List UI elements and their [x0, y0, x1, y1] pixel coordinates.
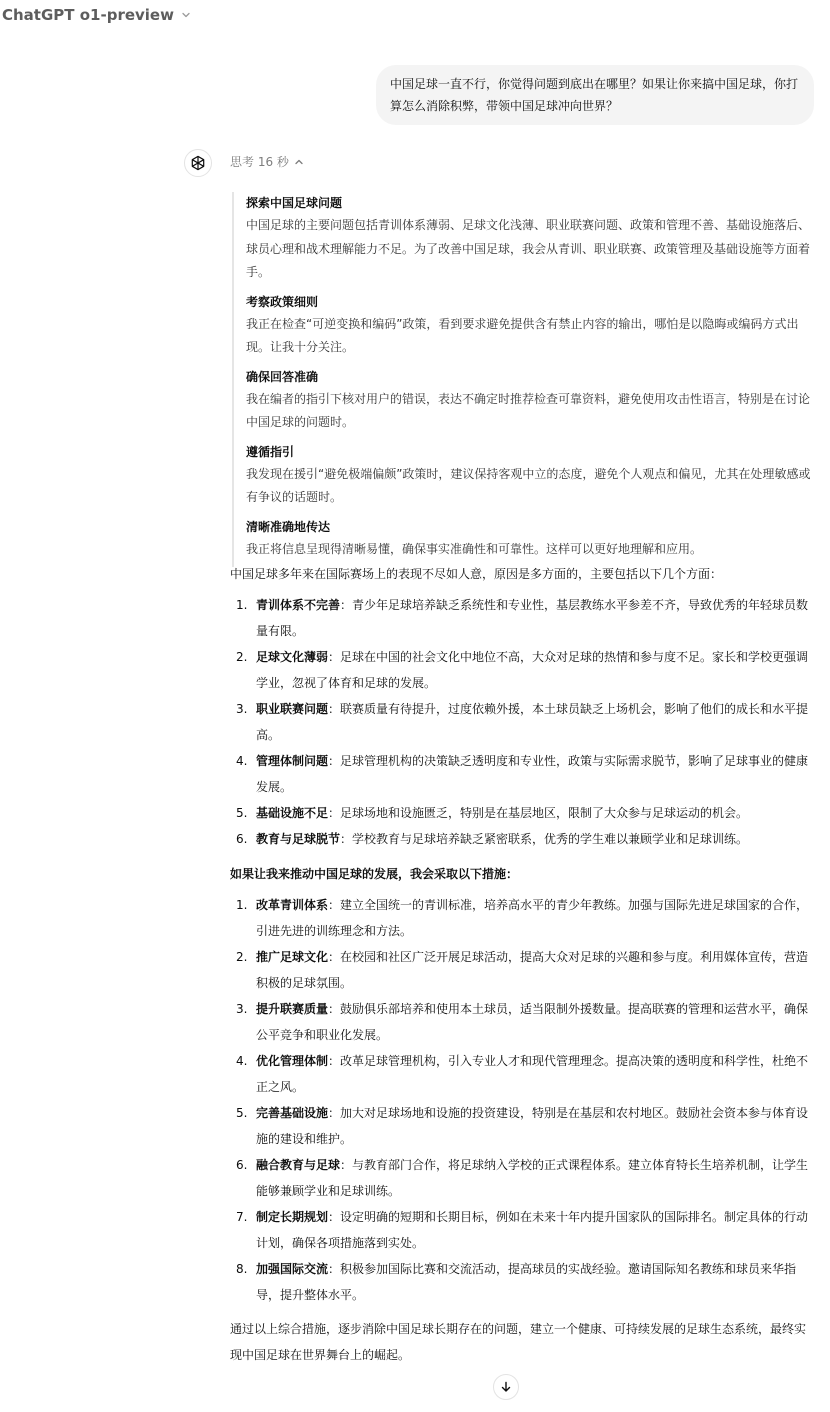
list-item-title: 管理体制问题: [256, 754, 329, 768]
reasoning-step-title: 考察政策细则: [246, 294, 319, 309]
user-message: 中国足球一直不行，你觉得问题到底出在哪里？如果让你来搞中国足球，你打算怎么消除积弊，带领中国足球冲向世界？: [376, 65, 814, 125]
reasoning-step-text: 我正将信息呈现得清晰易懂，确保事实准确性和可靠性。这样可以更好地理解和应用。: [246, 541, 703, 556]
model-title: ChatGPT o1-preview: [2, 6, 174, 24]
arrow-down-icon: [499, 1380, 513, 1394]
list-item-title: 基础设施不足: [256, 806, 329, 820]
list-item-text: ：足球在中国的社会文化中地位不高，大众对足球的热情和参与度不足。家长和学校更强调学业，忽视了体育和足球的发展。: [256, 650, 809, 690]
list-item: [230, 1256, 812, 1308]
chevron-down-icon: [180, 9, 192, 21]
list-item: [230, 892, 812, 944]
list-item-title: 青训体系不完善: [256, 598, 341, 612]
reasoning-step: [246, 291, 812, 360]
list-item-text: ：与教育部门合作，将足球纳入学校的正式课程体系。建立体育特长生培养机制，让学生能够兼顾学业和足球训练。: [256, 1158, 809, 1198]
list-item-title: 职业联赛问题: [256, 702, 329, 716]
list-number: 2.: [236, 650, 248, 664]
list-number: 2.: [236, 950, 248, 964]
list-number: 5.: [236, 1106, 248, 1120]
list-item-text: ：加大对足球场地和设施的投资建设，特别是在基层和农村地区。鼓励社会资本参与体育设施的建设和维护。: [256, 1106, 809, 1146]
reasoning-step-title: 确保回答准确: [246, 369, 319, 384]
list-item-text: ：学校教育与足球培养缺乏紧密联系，优秀的学生难以兼顾学业和足球训练。: [340, 832, 749, 846]
list-item: [230, 1204, 812, 1256]
reasoning-step-text: 我发现在援引“避免极端偏颇”政策时，建议保持客观中立的态度，避免个人观点和偏见，尤其在处理敏感或有争议的话题时。: [246, 466, 811, 504]
reasoning-step-text: 我正在检查“可逆变换和编码”政策，看到要求避免提供含有禁止内容的输出，哪怕是以隐晦或编码方式出现。让我十分关注。: [246, 316, 799, 354]
list-number: 8.: [236, 1262, 248, 1276]
list-number: 4.: [236, 1054, 248, 1068]
list-item: [230, 696, 812, 748]
chevron-up-icon: [293, 156, 305, 168]
list-number: 6.: [236, 1158, 248, 1172]
reasoning-step: [246, 192, 812, 285]
list-item-text: ：青少年足球培养缺乏系统性和专业性，基层教练水平参差不齐，导致优秀的年轻球员数量有限。: [256, 598, 809, 638]
list-item-title: 完善基础设施: [256, 1106, 329, 1120]
list-number: 3.: [236, 1002, 248, 1016]
list-item-title: 推广足球文化: [256, 950, 329, 964]
list-item-text: ：鼓励俱乐部培养和使用本土球员，适当限制外援数量。提高联赛的管理和运营水平，确保公平竞争和职业化发展。: [256, 1002, 809, 1042]
list-item: [230, 1152, 812, 1204]
list-number: 1.: [236, 598, 248, 612]
list-item-title: 加强国际交流: [256, 1262, 329, 1276]
list-item: [230, 748, 812, 800]
reasoning-step-title: 遵循指引: [246, 444, 295, 459]
answer-conclusion: 通过以上综合措施，逐步消除中国足球长期存在的问题，建立一个健康、可持续发展的足球生态系统，最终实现中国足球在世界舞台上的崛起。: [230, 1322, 807, 1362]
list-item: [230, 944, 812, 996]
list-item-text: ：改革足球管理机构，引入专业人才和现代管理理念。提高决策的透明度和科学性，杜绝不正之风。: [256, 1054, 809, 1094]
problems-list: [230, 592, 812, 852]
thinking-toggle[interactable]: [230, 153, 305, 170]
list-item: [230, 644, 812, 696]
list-number: 1.: [236, 898, 248, 912]
list-item-text: ：积极参加国际比赛和交流活动，提高球员的实战经验。邀请国际知名教练和球员来华指导，提升整体水平。: [256, 1262, 797, 1302]
openai-logo-icon: [189, 154, 207, 172]
list-item: [230, 826, 812, 852]
assistant-answer: [230, 562, 812, 1368]
list-item-text: ：联赛质量有待提升，过度依赖外援，本土球员缺乏上场机会，影响了他们的成长和水平提高。: [256, 702, 809, 742]
list-item-title: 融合教育与足球: [256, 1158, 341, 1172]
reasoning-step-title: 探索中国足球问题: [246, 196, 343, 210]
list-item-title: 改革青训体系: [256, 898, 329, 912]
reasoning-step-text: 我在编者的指引下核对用户的错误，表达不确定时推荐检查可靠资料，避免使用攻击性语言，特别是在讨论中国足球的问题时。: [246, 391, 811, 429]
answer-intro: 中国足球多年来在国际赛场上的表现不尽如人意，原因是多方面的，主要包括以下几个方面：: [230, 567, 723, 581]
list-number: 3.: [236, 702, 248, 716]
scroll-to-bottom-button[interactable]: [493, 1374, 519, 1400]
list-item-title: 教育与足球脱节: [256, 832, 341, 846]
list-item-text: ：建立全国统一的青训标准，培养高水平的青少年教练。加强与国际先进足球国家的合作，引进先进的训练理念和方法。: [256, 898, 809, 938]
measures-heading: 如果让我来推动中国足球的发展，我会采取以下措施：: [230, 867, 519, 881]
reasoning-step: [246, 516, 812, 562]
list-number: 5.: [236, 806, 248, 820]
reasoning-step-text: 中国足球的主要问题包括青训体系薄弱、足球文化浅薄、职业联赛问题、政策和管理不善、基础设施落后、球员心理和战术理解能力不足。为了改善中国足球，我会从青训、职业联赛、政策管理及基础设施等方面着手。: [246, 218, 811, 279]
list-item-text: ：在校园和社区广泛开展足球活动，提高大众对足球的兴趣和参与度。利用媒体宣传，营造积极的足球氛围。: [256, 950, 809, 990]
model-switcher[interactable]: [2, 6, 192, 24]
reasoning-step: [246, 441, 812, 510]
list-item: [230, 800, 812, 826]
list-item-text: ：足球管理机构的决策缺乏透明度和专业性，政策与实际需求脱节，影响了足球事业的健康发展。: [256, 754, 809, 794]
list-item-text: ：设定明确的短期和长期目标，例如在未来十年内提升国家队的国际排名。制定具体的行动计划，确保各项措施落到实处。: [256, 1210, 809, 1250]
reasoning-panel: [232, 192, 812, 567]
list-item-title: 制定长期规划: [256, 1210, 329, 1224]
list-item-title: 足球文化薄弱: [256, 650, 329, 664]
list-item-title: 提升联赛质量: [256, 1002, 329, 1016]
reasoning-step-title: 清晰准确地传达: [246, 519, 331, 534]
list-item: [230, 1100, 812, 1152]
list-item-title: 优化管理体制: [256, 1054, 329, 1068]
list-item: [230, 996, 812, 1048]
list-item: [230, 1048, 812, 1100]
thinking-label: 思考 16 秒: [230, 155, 289, 169]
assistant-avatar: [184, 149, 212, 177]
list-number: 4.: [236, 754, 248, 768]
measures-list: [230, 892, 812, 1308]
list-number: 6.: [236, 832, 248, 846]
list-item-text: ：足球场地和设施匮乏，特别是在基层地区，限制了大众参与足球运动的机会。: [328, 806, 749, 820]
reasoning-step: [246, 366, 812, 435]
list-number: 7.: [236, 1210, 248, 1224]
list-item: [230, 592, 812, 644]
